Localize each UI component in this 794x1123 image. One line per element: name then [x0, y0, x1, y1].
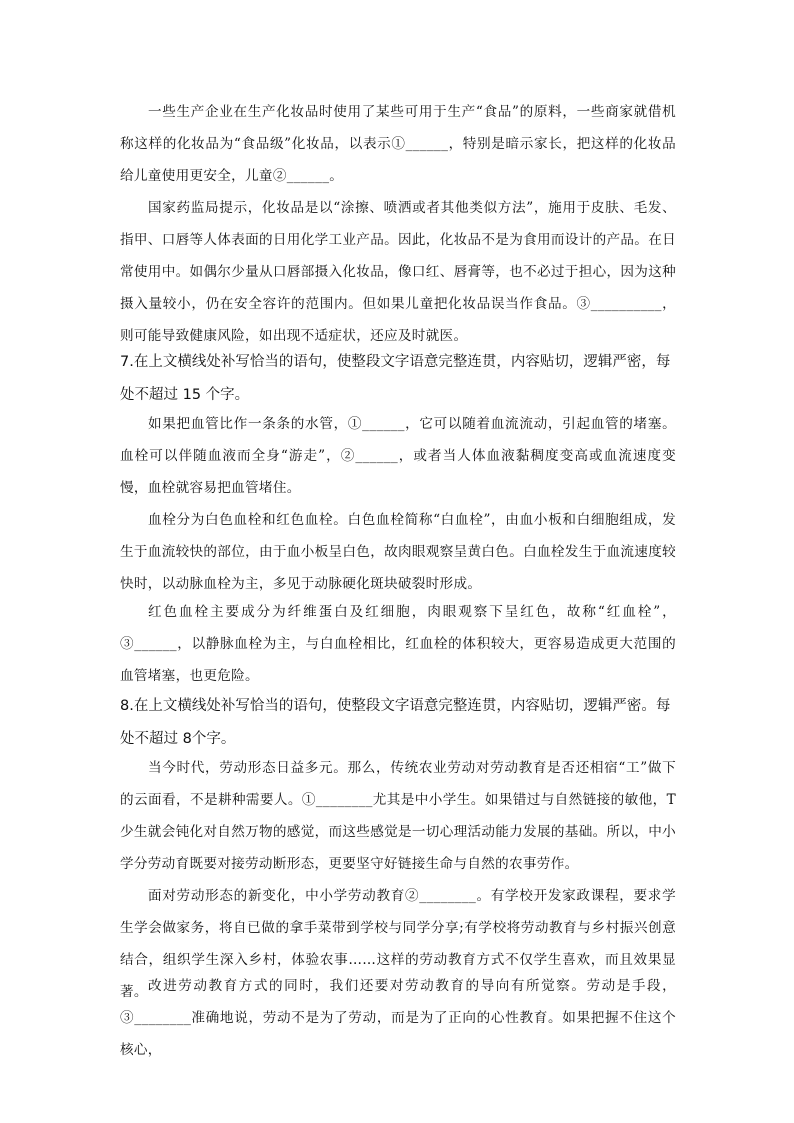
question-7: 7.在上文横线处补写恰当的语句，使整段文字语意完整连贯，内容贴切，逻辑严密，每处不超过 15 个字。	[120, 354, 671, 403]
question-8: 8.在上文横线处补写恰当的语句，使整段文字语意完整连贯，内容贴切，逻辑严密。每处不超过 8个字。	[120, 698, 671, 747]
paragraph-5: 红色血栓主要成分为纤维蛋白及红细胞，肉眼观察下呈红色，故称“红血栓”，③______，以静脉血栓为主，与白血栓相比，红血栓的体积较大，更容易造成更大范围的血管堵塞，也更危险。	[120, 604, 676, 684]
paragraph-8: 改进劳动教育方式的同时，我们还要对劳动教育的导向有所觉察。劳动是手段，③________准确地说，劳动不是为了劳动，而是为了正向的心性教育。如果把握不住这个核心，	[120, 978, 676, 1058]
paragraph-6: 当今时代，劳动形态日益多元。那么，传统农业劳动对劳动教育是否还相宿“工”做下的云面看，不是耕种需要人。①________尤其是中小学生。如果错过与自然链接的敏他，T少生就会钝化对自然万物的感觉，而这些感觉是一切心理活动能力发展的基础。所以，中小学分劳动育既要对接劳动断形态，更要坚守好链接生命与自然的农事劳作。	[120, 760, 676, 872]
paragraph-4: 血栓分为白色血栓和红色血栓。白色血栓简称“白血栓”，由血小板和白细胞组成，发生于血流较快的部位，由于血小板呈白色，故肉眼观察呈黄白色。白血栓发生于血流速度较快时，以动脉血栓为主，多见于动脉硬化斑块破裂时形成。	[120, 512, 676, 592]
paragraph-3: 如果把血管比作一条条的水管，①______，它可以随着血流流动，引起血管的堵塞。血栓可以伴随血液而全身“游走”，②______，或者当人体血液黏稠度变高或血流速度变慢，血栓就容易把血管堵住。	[120, 416, 676, 496]
paragraph-7: 面对劳动形态的新变化，中小学劳动教育②________。有学校开发家政课程，要求学生学会做家务，将自已做的拿手菜带到学校与同学分享;有学校将劳动教育与乡村振兴创意结合，组织学生深入乡村，体验农事……这样的劳动教育方式不仅学生喜欢，而且效果显著。	[120, 888, 676, 1000]
paragraph-1: 一些生产企业在生产化妆品时使用了某些可用于生产“食品”的原料，一些商家就借机称这样的化妆品为“食品级”化妆品，以表示①______，特别是暗示家长，把这样的化妆品给儿童使用更安全，儿童②______。	[120, 104, 676, 184]
paragraph-2: 国家药监局提示，化妆品是以“涂擦、喷洒或者其他类似方法”，施用于皮肤、毛发、指甲、口唇等人体表面的日用化学工业产品。因此，化妆品不是为食用而设计的产品。在日常使用中。如偶尔少量从口唇部摄入化妆品，像口红、唇膏等，也不必过于担心，因为这种摄入量较小，仍在安全容许的范围内。但如果儿童把化妆品误当作食品。③__________，则可能导致健康风险，如出现不适症状，还应及时就医。	[120, 200, 676, 344]
